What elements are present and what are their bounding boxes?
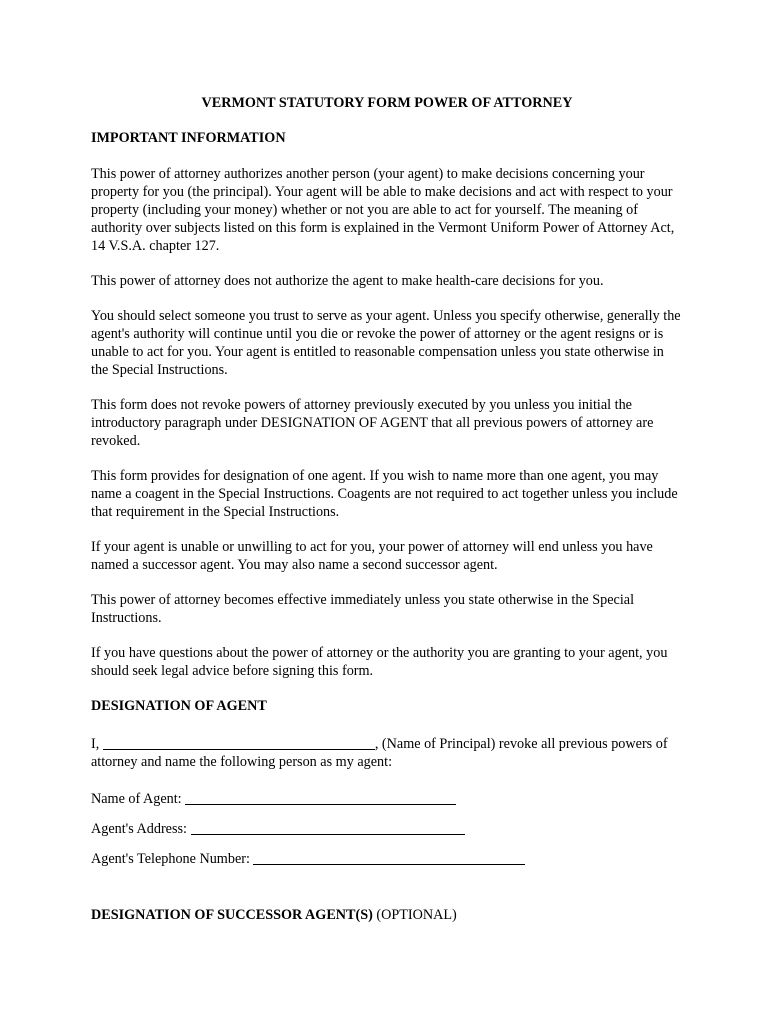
agent-name-blank[interactable] [185,790,456,805]
document-page [91,94,683,942]
paragraph-coagent: This form provides for designation of one agent. If you wish to name more than one agent, you may name a coagent in the Special Instructions. Coagents are not required to act together unless you include that requirement in the Special Instructions. [91,468,678,520]
principal-revocation-statement [91,733,683,771]
successor-optional-note: (OPTIONAL) [376,907,457,923]
principal-intro-suffix: , (Name of Principal) revoke all previous powers of attorney and name the following person as my agent: [91,736,668,770]
agent-name-field [91,788,683,808]
paragraph-authorization: This power of attorney authorizes another person (your agent) to make decisions concerning your property for you (the principal). Your agent will be able to make decisions and act with respect to your property (including your money) whether or not you are able to act for yourself. The meaning of authority over subjects listed on this form is explained in the Vermont Uniform Power of Attorney Act, 14 V.S.A. chapter 127. [91,166,675,254]
principal-name-blank[interactable] [103,735,375,750]
successor-agent-heading [91,906,683,924]
agent-name-label: Name of Agent: [91,791,182,807]
agent-address-label: Agent's Address: [91,821,187,837]
agent-address-blank[interactable] [191,820,465,835]
section-spacer [91,878,683,906]
agent-telephone-label: Agent's Telephone Number: [91,851,250,867]
agent-address-field [91,818,683,838]
paragraph-select-agent: You should select someone you trust to serve as your agent. Unless you specify otherwise, generally the agent's authority will continue until you die or revoke the power of attorney or the agent resigns or is unable to act for you. Your agent is entitled to reasonable compensation unless you state otherwise in the Special Instructions. [91,308,681,378]
paragraph-legal-advice: If you have questions about the power of attorney or the authority you are granting to your agent, you should seek legal advice before signing this form. [91,645,668,679]
paragraph-revoke: This form does not revoke powers of attorney previously executed by you unless you initial the introductory paragraph under DESIGNATION OF AGENT that all previous powers of attorney are revoked. [91,397,654,449]
paragraph-successor: If your agent is unable or unwilling to act for you, your power of attorney will end unless you have named a successor agent. You may also name a second successor agent. [91,539,653,573]
successor-agent-heading-text: DESIGNATION OF SUCCESSOR AGENT(S) [91,907,373,923]
agent-telephone-blank[interactable] [253,850,525,865]
principal-intro-prefix: I, [91,736,100,752]
paragraph-health-care: This power of attorney does not authorize the agent to make health-care decisions for you. [91,273,604,289]
important-information-heading: IMPORTANT INFORMATION [91,130,286,146]
agent-telephone-field [91,848,683,868]
document-title: VERMONT STATUTORY FORM POWER OF ATTORNEY [201,95,573,111]
paragraph-effective: This power of attorney becomes effective immediately unless you state otherwise in the Special Instructions. [91,592,635,626]
designation-of-agent-heading: DESIGNATION OF AGENT [91,698,267,714]
